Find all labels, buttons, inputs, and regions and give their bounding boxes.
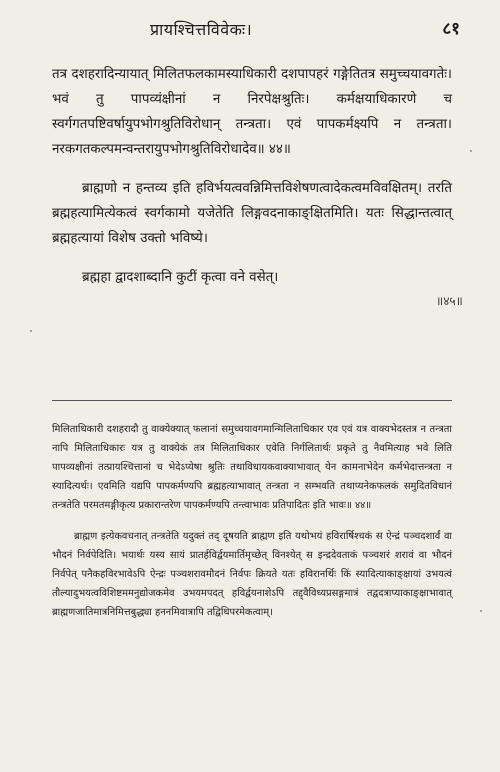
main-verse-line: ब्रह्महा द्वादशाब्दानि कुटीं कृत्वा वने वसेत्। [82, 270, 279, 285]
paper-speck [30, 330, 32, 332]
commentary-paragraph-2: ब्राह्मण इत्येकवचनात् तन्त्रतेति यदुक्तं तद् दूषयति ब्राह्मण इति यथोभयं हविरार्षिश्चकं स ऐन्द्रं पञ्चदशार्वं वा भौदनं निर्वपेदिति। भयार्थः यस्य सायं प्रातर्हविर्द्वयमार्तिमृच्छेत् विनश्येत् स इन्द्रदेवताकं पञ्चशरं शरावं वा भौदनं निर्वपेत् पनैकहविरभावेऽपि ऐन्द्रः पञ्चशरावमौदनं निर्वपः क्रियते यतः हविरानर्थिः किं स्यादित्याकाङ्क्षायां उभयत्वं तौल्यादुभयत्वविशिष्टममनुद्योजकमेव उभयमपदत् हविर्द्वयनाशेऽपि तद्द्वैविध्यप्रसङ्गमात्रं तद्वदत्राप्याकाङ्क्षाभावात् ब्राह्मणजातिमात्रनिमित्तबुद्ध्या हननमिवात्रापि तद्विधिपरमेकत्वाम्। [52, 531, 452, 618]
margin-note: ॥४५॥ [436, 294, 463, 308]
paper-speck [480, 610, 482, 612]
section-divider [52, 400, 452, 401]
page-number: ८१ [442, 19, 460, 39]
main-paragraph-2: ब्राह्मणो न हन्तव्य इति हविर्भयत्ववन्निमित्तविशेषणत्वादेकत्वमविवक्षितम्। तरति ब्रह्महत्यामित्येकत्वं स्वर्गकामो यजेतेति लिङ्गवदनाकाङ्क्षितमिति। यतः सिद्धान्तत्वात् ब्रह्महत्यायां विशेष उक्तो भविष्ये। [52, 181, 452, 246]
commentary-block [52, 420, 452, 634]
page-header [0, 14, 500, 44]
running-title: प्रायश्चित्तविवेकः। [150, 20, 253, 39]
main-paragraph-1: तत्र दशहरादिन्यायात् मिलितफलकामस्याधिकारी दशपापहरं गङ्गेतितत्र समुच्चयावगतेः। भवं तु पापव्यंक्षीनां न निरपेक्षश्रुतिः। कर्मक्षयाधिकारणे च स्वर्गगतपष्टिवर्षायुपभोगश्रुतिविरोधान् तन्त्रता। एवं पापकर्मक्ष्यपि न तन्त्रता। नरकगतकल्पमन्वन्तरायुपभोगश्रुतिविरोधादेव॥ ४४॥ [52, 67, 452, 157]
commentary-paragraph-1: मिलिताधिकारी दशहरादौ तु वाक्येक्यात् फलानां समुच्चयावगमान्मिलिताधिकार एव एवं यत्र वाक्यभेदस्तत्र न तन्त्रता नापि मिलिताधिकारः यत्र तु वाक्येकं तत्र मिलिताधिकार एवेति निर्गलितार्थः प्रकृते तु नैवमित्याह भवे लिति पापव्यक्षीनां तत्प्रायश्चित्तानां च भेदेऽप्येषा श्रुतिः तथाविधायकवाक्याभावात् येन कामनाभेदेन कर्मभेदात्तन्त्रता न स्यादित्यर्थः। एवमिति यद्यपि पापकर्मण्यपि ब्रह्महत्याभावात् तन्त्रता न सम्भवति तथाप्यनेकफलकं समुदितविधानं तन्त्रतेति परमतमङ्गीकृत्य प्रकारान्तरेण पापकर्मण्यपि तन्त्वाभावः प्रतिपादितः इति भावः॥ ४४॥ [52, 424, 452, 511]
main-text-block [52, 62, 452, 304]
paper-speck [470, 150, 472, 152]
